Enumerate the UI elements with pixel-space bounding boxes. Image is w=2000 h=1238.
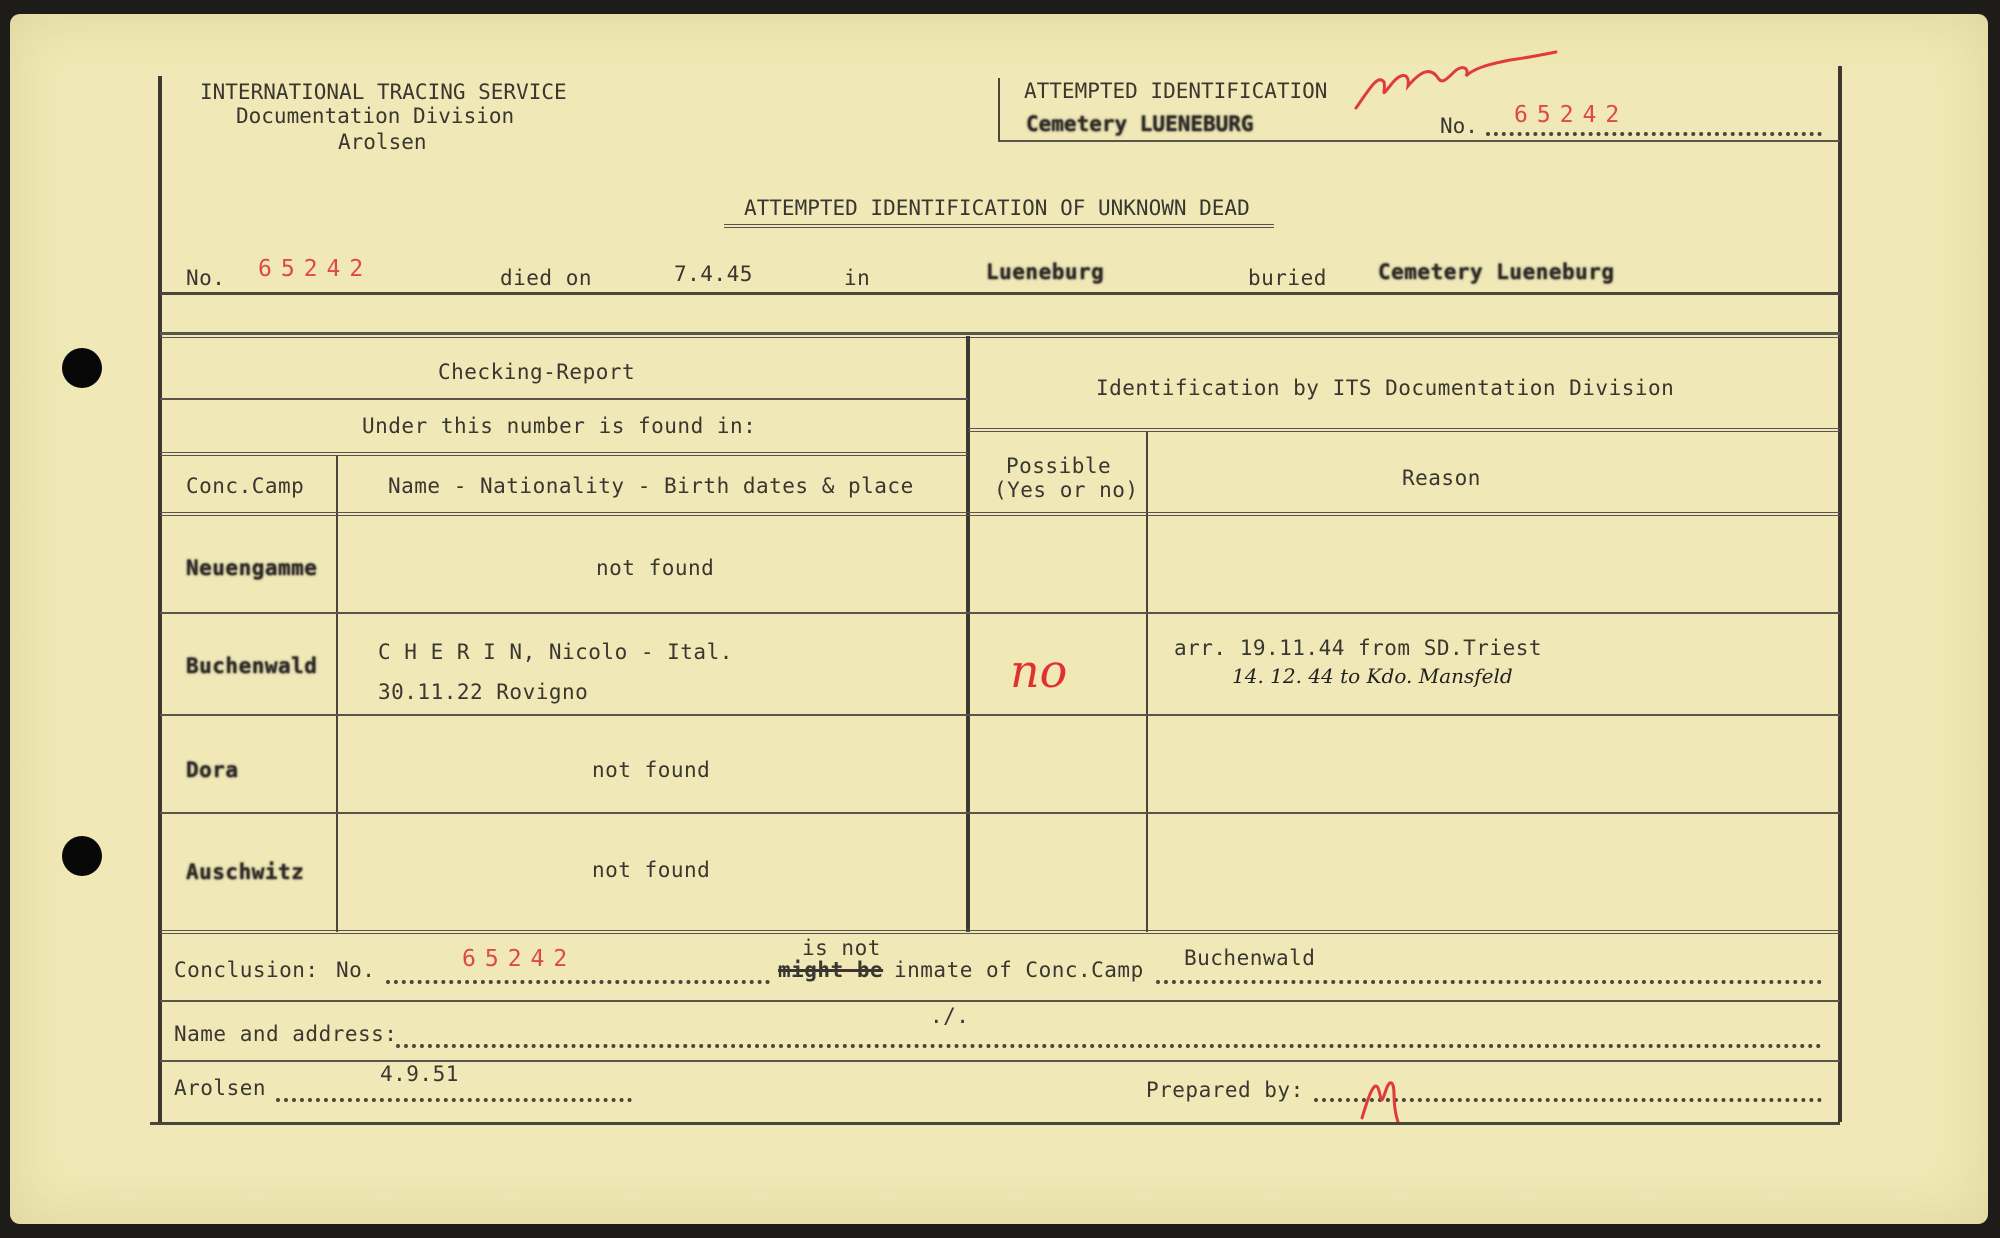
- name-address-value: ./.: [930, 1004, 970, 1028]
- org-division: Documentation Division: [236, 104, 515, 128]
- row-name-line-2: 30.11.22 Rovigno: [378, 680, 589, 704]
- header-box-title: ATTEMPTED IDENTIFICATION: [1024, 79, 1328, 103]
- col-name-header: Name - Nationality - Birth dates & place: [388, 474, 914, 498]
- ident-header-rule: [968, 428, 1840, 432]
- in-label: in: [844, 266, 871, 290]
- conclusion-is-not: is not: [802, 936, 881, 960]
- conclusion-no-label: No.: [336, 958, 376, 982]
- form-title-underline: [724, 224, 1274, 228]
- header-no-dots: [1486, 132, 1822, 136]
- row-name: not found: [592, 758, 711, 782]
- col-possible-header-1: Possible: [1006, 454, 1112, 478]
- row-possible-value: no: [1010, 644, 1068, 698]
- row-name: not found: [596, 556, 715, 580]
- row-rule-1: [160, 612, 1840, 614]
- footer-date-dots: [276, 1098, 632, 1102]
- col-camp-header: Conc.Camp: [186, 474, 305, 498]
- row-name-line-1: C H E R I N, Nicolo - Ital.: [378, 640, 733, 664]
- table-top-rule: [160, 334, 1840, 338]
- org-city: Arolsen: [338, 130, 427, 154]
- buried-value: Cemetery Lueneburg: [1378, 260, 1615, 284]
- header-no-value: 65242: [1514, 102, 1629, 128]
- died-on-value: 7.4.45: [674, 262, 753, 286]
- row-rule-2: [160, 714, 1840, 716]
- table-bottom-rule: [160, 930, 1840, 934]
- row-rule-3: [160, 812, 1840, 814]
- row-reason-line-2: 14. 12. 44 to Kdo. Mansfeld: [1232, 664, 1513, 688]
- row-reason-line-1: arr. 19.11.44 from SD.Triest: [1174, 636, 1543, 660]
- table-divider-possible: [1146, 432, 1148, 932]
- col-possible-header-2: (Yes or no): [994, 478, 1139, 502]
- punch-hole-top: [62, 348, 102, 388]
- red-initials-mark: [1356, 1058, 1406, 1128]
- header-box-cemetery: Cemetery LUENEBURG: [1026, 112, 1254, 136]
- row-camp: Dora: [186, 758, 239, 782]
- conclusion-rule: [160, 1000, 1840, 1002]
- conclusion-camp-dots: [1156, 980, 1822, 984]
- table-divider-main: [966, 336, 970, 932]
- buried-label: buried: [1248, 266, 1327, 290]
- org-name: INTERNATIONAL TRACING SERVICE: [200, 80, 567, 104]
- death-no-label: No.: [186, 266, 226, 290]
- header-no-label: No.: [1440, 114, 1478, 138]
- punch-hole-bottom: [62, 836, 102, 876]
- checking-report-rule: [160, 398, 968, 400]
- conclusion-no-value: 65242: [462, 946, 577, 972]
- conclusion-label: Conclusion:: [174, 958, 319, 982]
- in-value: Lueneburg: [986, 260, 1105, 284]
- footer-date: 4.9.51: [380, 1062, 459, 1086]
- header-box-bottom: [998, 140, 1840, 142]
- ident-header: Identification by ITS Documentation Division: [1096, 376, 1675, 400]
- name-address-dots: [396, 1044, 1822, 1048]
- index-card: [10, 14, 1988, 1224]
- footer-prepared-label: Prepared by:: [1146, 1078, 1304, 1102]
- footer-place: Arolsen: [174, 1076, 267, 1100]
- row-camp: Buchenwald: [186, 654, 318, 678]
- row-camp: Auschwitz: [186, 860, 305, 884]
- red-handwritten-mark: [1350, 38, 1560, 118]
- conclusion-struck: might be: [778, 958, 884, 982]
- death-line-rule: [160, 292, 1840, 295]
- card-bottom-rule: [150, 1122, 1840, 1125]
- table-divider-camp: [336, 456, 338, 932]
- conclusion-inmate-text: inmate of Conc.Camp: [894, 958, 1144, 982]
- header-box-left: [998, 78, 1000, 140]
- col-reason-header: Reason: [1402, 466, 1481, 490]
- frame-left: [158, 76, 162, 1124]
- found-in-label: Under this number is found in:: [362, 414, 757, 438]
- conclusion-no-dots: [386, 980, 770, 984]
- checking-report-label: Checking-Report: [438, 360, 636, 384]
- conclusion-camp-value: Buchenwald: [1184, 946, 1316, 970]
- found-in-rule: [160, 452, 968, 456]
- died-on-label: died on: [500, 266, 593, 290]
- death-no-value: 65242: [258, 256, 373, 282]
- form-title: ATTEMPTED IDENTIFICATION OF UNKNOWN DEAD: [744, 196, 1250, 220]
- frame-right: [1838, 66, 1842, 1122]
- row-name: not found: [592, 858, 711, 882]
- row-camp: Neuengamme: [186, 556, 318, 580]
- name-address-label: Name and address:: [174, 1022, 398, 1046]
- col-header-rule: [160, 512, 1840, 516]
